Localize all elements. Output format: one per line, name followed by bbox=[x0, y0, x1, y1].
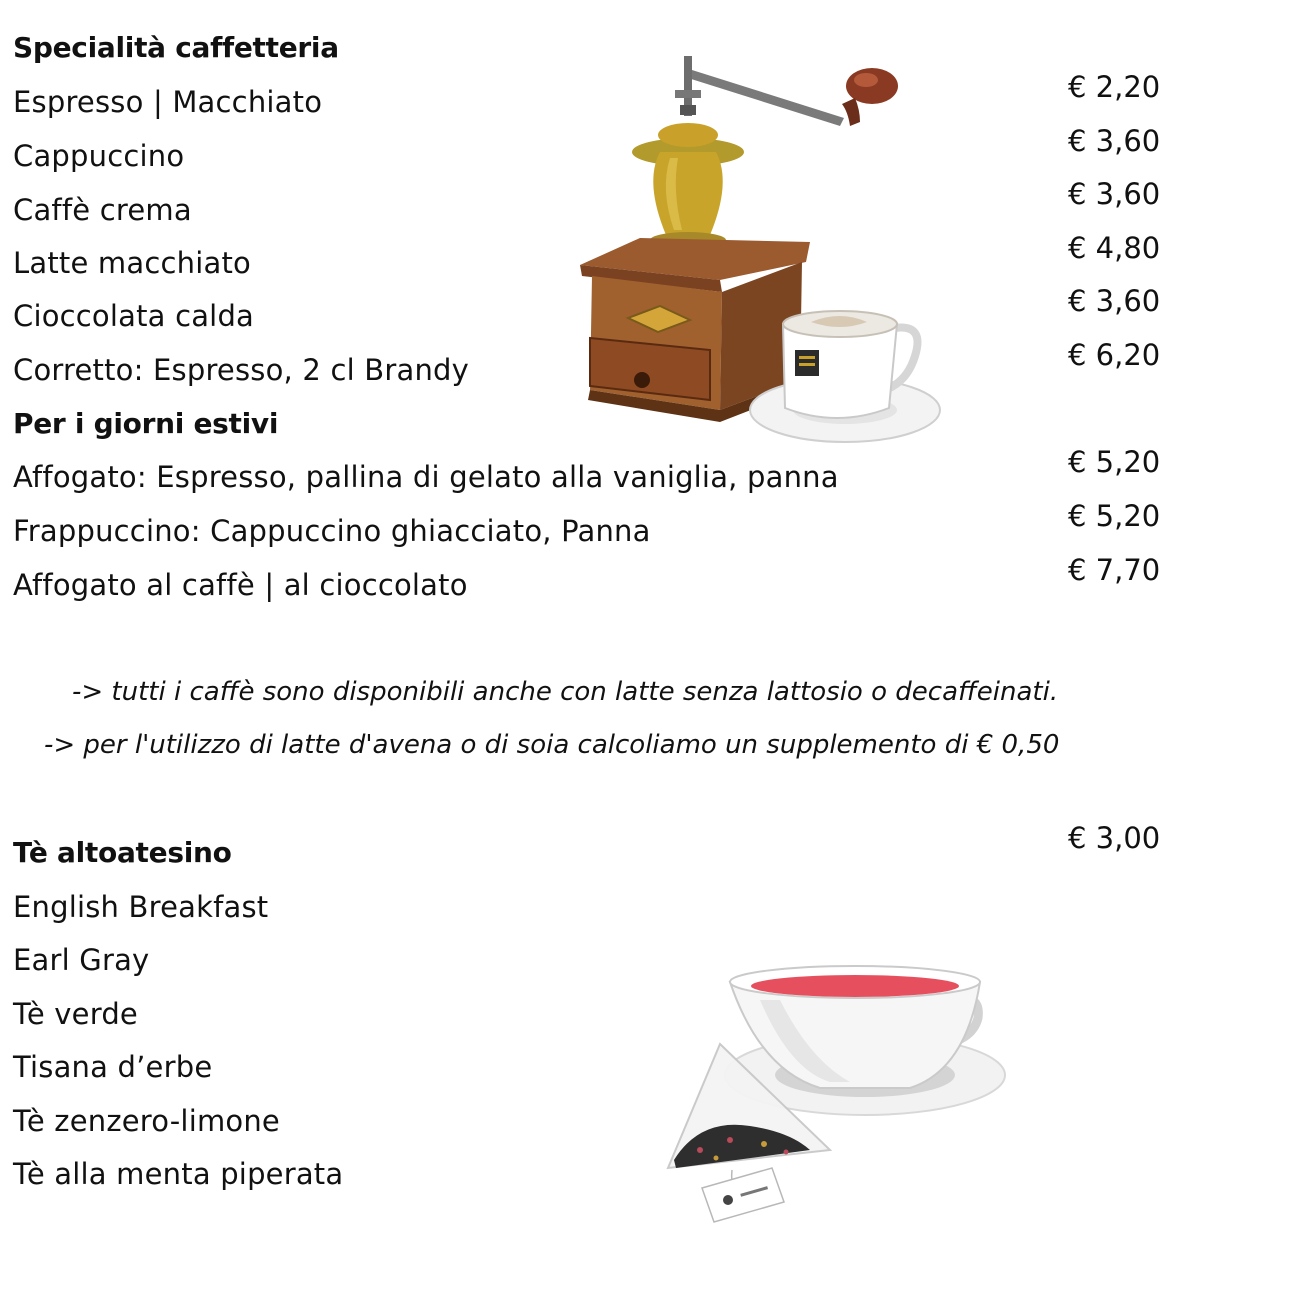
price-affogato-caffe: € 7,70 bbox=[1068, 553, 1161, 587]
tea-item-menta-piperata: Tè alla menta piperata bbox=[13, 1157, 344, 1191]
tea-item-zenzero-limone: Tè zenzero-limone bbox=[13, 1104, 280, 1138]
price-frappuccino: € 5,20 bbox=[1068, 499, 1161, 533]
tea-item-earl-gray: Earl Gray bbox=[13, 943, 150, 977]
tea-heading: Tè altoatesino bbox=[13, 836, 232, 869]
price-corretto: € 6,20 bbox=[1068, 338, 1161, 372]
menu-item-corretto: Corretto: Espresso, 2 cl Brandy bbox=[13, 353, 469, 387]
menu-item-cappuccino: Cappuccino bbox=[13, 139, 185, 173]
tea-item-english-breakfast: English Breakfast bbox=[13, 890, 269, 924]
price-caffe-crema: € 3,60 bbox=[1068, 177, 1161, 211]
menu-item-cioccolata: Cioccolata calda bbox=[13, 299, 255, 333]
menu-item-espresso: Espresso | Macchiato bbox=[13, 85, 323, 119]
price-cappuccino: € 3,60 bbox=[1068, 124, 1161, 158]
menu-item-latte-macchiato: Latte macchiato bbox=[13, 246, 251, 280]
summer-heading: Per i giorni estivi bbox=[13, 407, 279, 440]
price-affogato: € 5,20 bbox=[1068, 445, 1161, 479]
coffee-cup-illustration bbox=[745, 300, 945, 445]
menu-item-caffe-crema: Caffè crema bbox=[13, 193, 192, 227]
menu-item-frappuccino: Frappuccino: Cappuccino ghiacciato, Panna bbox=[13, 514, 651, 548]
price-tea: € 3,00 bbox=[1068, 821, 1161, 855]
price-latte-macchiato: € 4,80 bbox=[1068, 231, 1161, 265]
price-espresso: € 2,20 bbox=[1068, 70, 1161, 104]
tea-bag-illustration bbox=[660, 1040, 840, 1225]
menu-item-affogato-caffe: Affogato al caffè | al cioccolato bbox=[13, 568, 468, 602]
note-plant-milk-surcharge: -> per l'utilizzo di latte d'avena o di soia calcoliamo un supplemento di € 0,50 bbox=[44, 730, 1060, 760]
coffee-heading: Specialità caffetteria bbox=[13, 31, 339, 64]
price-cioccolata: € 3,60 bbox=[1068, 284, 1161, 318]
menu-item-affogato: Affogato: Espresso, pallina di gelato alla vaniglia, panna bbox=[13, 460, 839, 494]
tea-item-te-verde: Tè verde bbox=[13, 997, 138, 1031]
tea-item-tisana: Tisana d’erbe bbox=[13, 1050, 213, 1084]
note-lactose-free: -> tutti i caffè sono disponibili anche con latte senza lattosio o decaffeinati. bbox=[72, 677, 1059, 707]
